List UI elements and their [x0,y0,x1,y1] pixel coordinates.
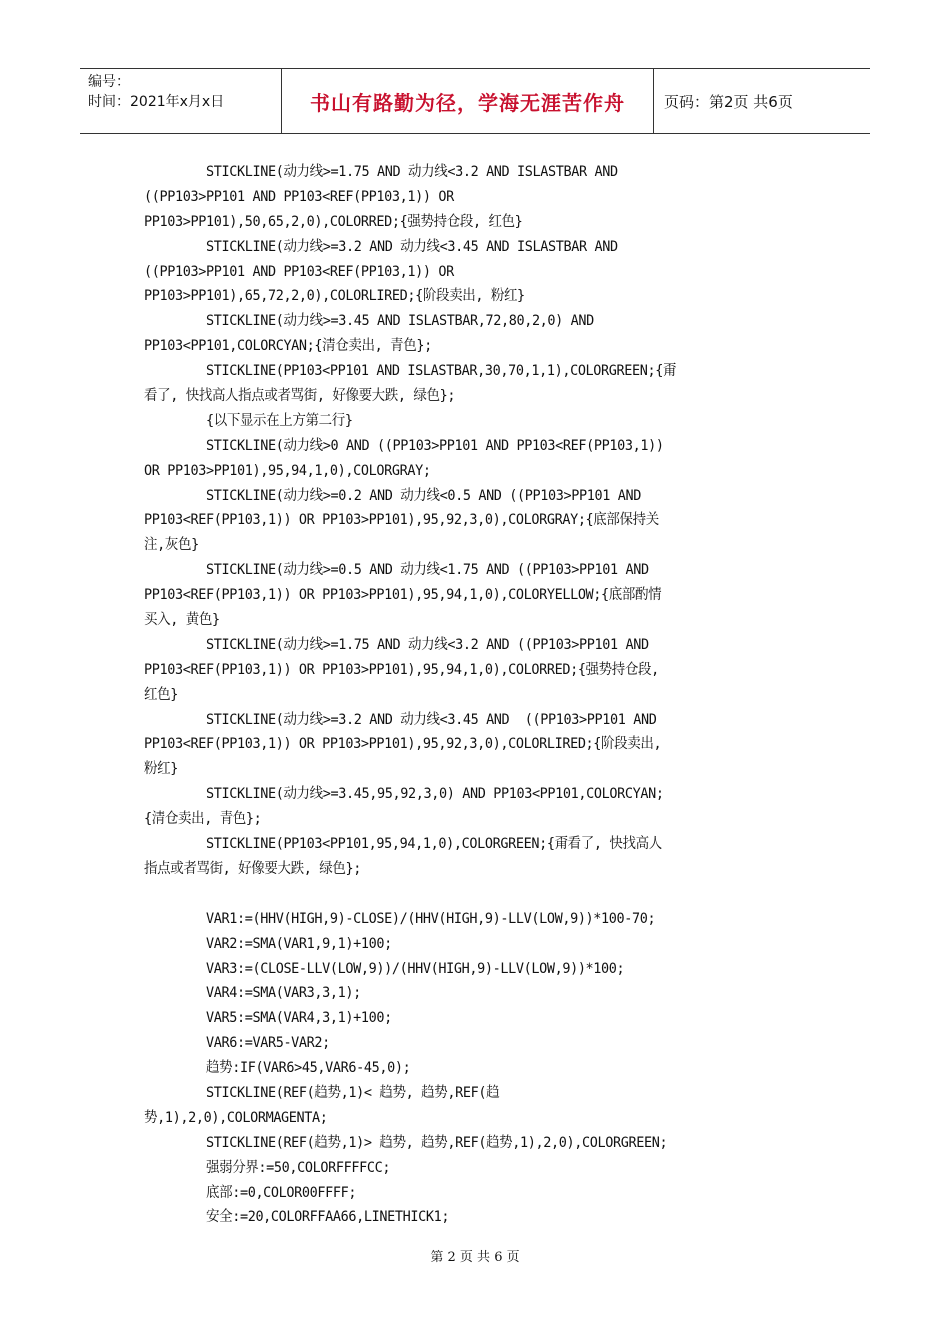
code-line: PP103<PP101,COLORCYAN;{清仓卖出, 青色}; [144,338,432,355]
code-line: STICKLINE(PP103<PP101 AND ISLASTBAR,30,70,1,1),COLORGREEN;{甭 [144,363,677,380]
header-page-code: 页码：第2页 共6页 [664,92,793,111]
code-line: OR PP103>PP101),95,94,1,0),COLORGRAY; [144,462,431,479]
code-line: {清仓卖出, 青色}; [144,811,262,828]
code-line: STICKLINE(动力线>=3.45 AND ISLASTBAR,72,80,2,0) AND [144,313,594,330]
document-number-label: 编号： [88,74,130,90]
code-line: STICKLINE(动力线>0 AND ((PP103>PP101 AND PP103<REF(PP103,1)) [144,437,664,454]
code-line: STICKLINE(动力线>=0.2 AND 动力线<0.5 AND ((PP103>PP101 AND [144,487,641,504]
code-line: PP103>PP101),50,65,2,0),COLORRED;{强势持仓段, 红色} [144,213,523,230]
code-line: STICKLINE(REF(趋势,1)> 趋势, 趋势,REF(趋势,1),2,0),COLORGREEN; [144,1134,668,1151]
code-line: STICKLINE(动力线>=0.5 AND 动力线<1.75 AND ((PP103>PP101 AND [144,562,649,579]
code-line: {以下显示在上方第二行} [144,412,353,429]
code-line: STICKLINE(动力线>=3.2 AND 动力线<3.45 AND ((PP103>PP101 AND [144,711,657,728]
code-line: PP103<REF(PP103,1)) OR PP103>PP101),95,94,1,0),COLORYELLOW;{底部酌情 [144,587,662,604]
code-line: VAR3:=(CLOSE-LLV(LOW,9))/(HHV(HIGH,9)-LLV(LOW,9))*100; [144,960,625,977]
code-line: STICKLINE(动力线>=3.45,95,92,3,0) AND PP103<PP101,COLORCYAN; [144,786,664,803]
code-line: 注,灰色} [144,537,199,554]
code-line: ((PP103>PP101 AND PP103<REF(PP103,1)) OR [144,263,454,280]
code-line: 红色} [144,686,178,703]
code-line: 粉红} [144,761,178,778]
code-line: 势,1),2,0),COLORMAGENTA; [144,1109,328,1126]
code-line: VAR6:=VAR5-VAR2; [144,1035,330,1052]
code-line: STICKLINE(动力线>=1.75 AND 动力线<3.2 AND ISLASTBAR AND [144,164,618,180]
code-line: STICKLINE(REF(趋势,1)< 趋势, 趋势,REF(趋 [144,1084,500,1101]
code-line [144,882,762,907]
code-line: 安全:=20,COLORFFAA66,LINETHICK1; [144,1209,450,1226]
header-meta [80,69,282,133]
code-line: VAR2:=SMA(VAR1,9,1)+100; [144,935,392,952]
document-time-label: 时间：2021年x月x日 [88,94,225,110]
code-line: PP103>PP101),65,72,2,0),COLORLIRED;{阶段卖出, 粉红} [144,288,525,305]
header-motto: 书山有路勤为径，学海无涯苦作舟 [282,69,654,133]
page-footer: 第 2 页 共 6 页 [430,1250,520,1265]
code-line: 指点或者骂街, 好像要大跌, 绿色}; [144,860,361,877]
code-line: 买入, 黄色} [144,612,220,629]
code-line: STICKLINE(动力线>=3.2 AND 动力线<3.45 AND ISLASTBAR AND [144,238,618,255]
code-line: ((PP103>PP101 AND PP103<REF(PP103,1)) OR [144,188,454,205]
code-line: STICKLINE(动力线>=1.75 AND 动力线<3.2 AND ((PP103>PP101 AND [144,636,649,653]
code-line: PP103<REF(PP103,1)) OR PP103>PP101),95,92,3,0),COLORLIRED;{阶段卖出, [144,736,662,753]
code-line: 强弱分界:=50,COLORFFFFCC; [144,1159,391,1176]
code-line: VAR4:=SMA(VAR3,3,1); [144,985,361,1002]
code-body [144,160,762,1230]
code-line: VAR5:=SMA(VAR4,3,1)+100; [144,1010,392,1027]
code-line: VAR1:=(HHV(HIGH,9)-CLOSE)/(HHV(HIGH,9)-LLV(LOW,9))*100-70; [144,910,656,927]
code-line: 底部:=0,COLOR00FFFF; [144,1184,357,1201]
code-line: STICKLINE(PP103<PP101,95,94,1,0),COLORGREEN;{甭看了, 快找高人 [144,836,662,853]
code-line: PP103<REF(PP103,1)) OR PP103>PP101),95,92,3,0),COLORGRAY;{底部保持关 [144,512,659,529]
code-line: PP103<REF(PP103,1)) OR PP103>PP101),95,94,1,0),COLORRED;{强势持仓段, [144,661,659,678]
page-header [80,68,870,134]
code-line: 看了, 快找高人指点或者骂街, 好像要大跌, 绿色}; [144,388,456,405]
code-line: 趋势:IF(VAR6>45,VAR6-45,0); [144,1060,411,1077]
